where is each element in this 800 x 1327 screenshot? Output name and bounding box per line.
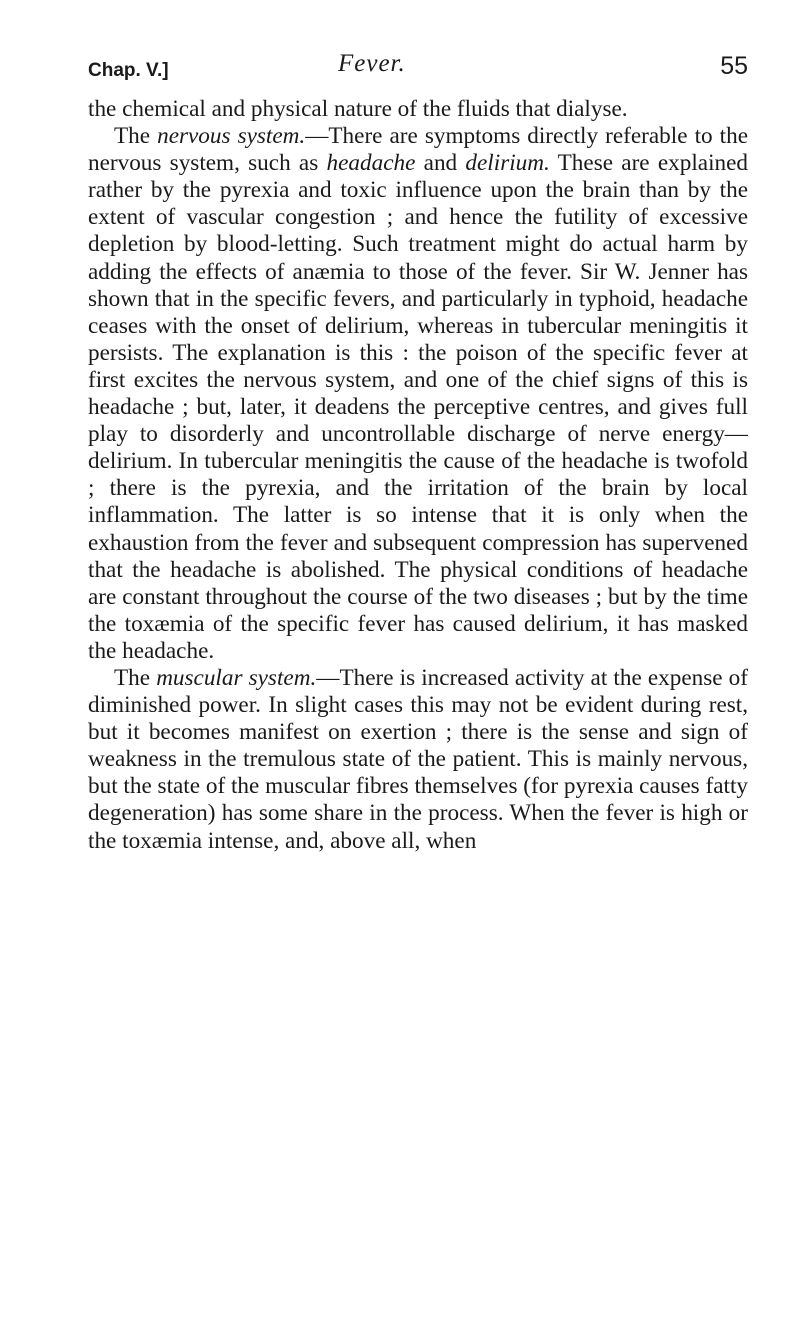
paragraph-nervous-system xyxy=(88,123,748,665)
text-run: the chemical and physical nature of the fluids that dialyse. xyxy=(88,96,628,122)
page-header xyxy=(88,50,748,90)
chapter-label: Chap. V.] xyxy=(88,60,169,81)
text-run: and xyxy=(415,150,466,177)
paragraph-dialyse xyxy=(88,96,748,123)
italic-term: muscular system. xyxy=(156,664,317,691)
text-run: These are explained rather by the pyrexia and toxic influence upon the brain than by the extent of vascular congestion ; and hence the futility of excessive depletion by blood-letting. Such treatment might do actual harm by adding the effects of anæmia to those of the fever. Sir W. Jenner has shown that in the specific fevers, and particularly in typhoid, headache ceases with the onset of delirium, whereas in tubercular meningitis it persists. The explanation is this : the poison of the specific fever at first excites the nervous system, and one of the chief signs of this is headache ; but, later, it deadens the perceptive centres, and gives full play to disorderly and uncontrollable discharge of nerve energy— delirium. In tubercular meningitis the cause of the headache is twofold ; there is the pyrexia, and the irritation of the brain by local inflammation. The latter is so intense that it is only when the exhaustion from the fever and subsequent compression has supervened that the headache is abolished. The physical conditions of headache are constant throughout the course of the two diseases ; but by the time the toxæmia of the specific fever has caused delirium, it has masked the headache. xyxy=(88,150,748,664)
body-text xyxy=(88,96,748,855)
text-run: The xyxy=(114,123,158,150)
italic-term: nervous system. xyxy=(157,123,306,150)
running-title: Fever. xyxy=(338,50,406,77)
text-run: The xyxy=(114,664,157,691)
page-number: 55 xyxy=(720,52,748,80)
text-run: —There are symptoms directly referable to the nervous system, such as xyxy=(88,123,748,177)
italic-term: delirium. xyxy=(465,150,550,177)
italic-term: headache xyxy=(326,150,416,177)
text-run: —There is increased activity at the expense of diminished power. In slight cases this may not be evident during rest, but it becomes manifest on exertion ; there is the sense and sign of weakness in the tremulous state of the patient. This is mainly nervous, but the state of the muscular fibres themselves (for pyrexia causes fatty degeneration) has some share in the process. When the fever is high or the toxæmia intense, and, above all, when xyxy=(88,664,748,854)
paragraph-muscular-system xyxy=(88,665,748,855)
